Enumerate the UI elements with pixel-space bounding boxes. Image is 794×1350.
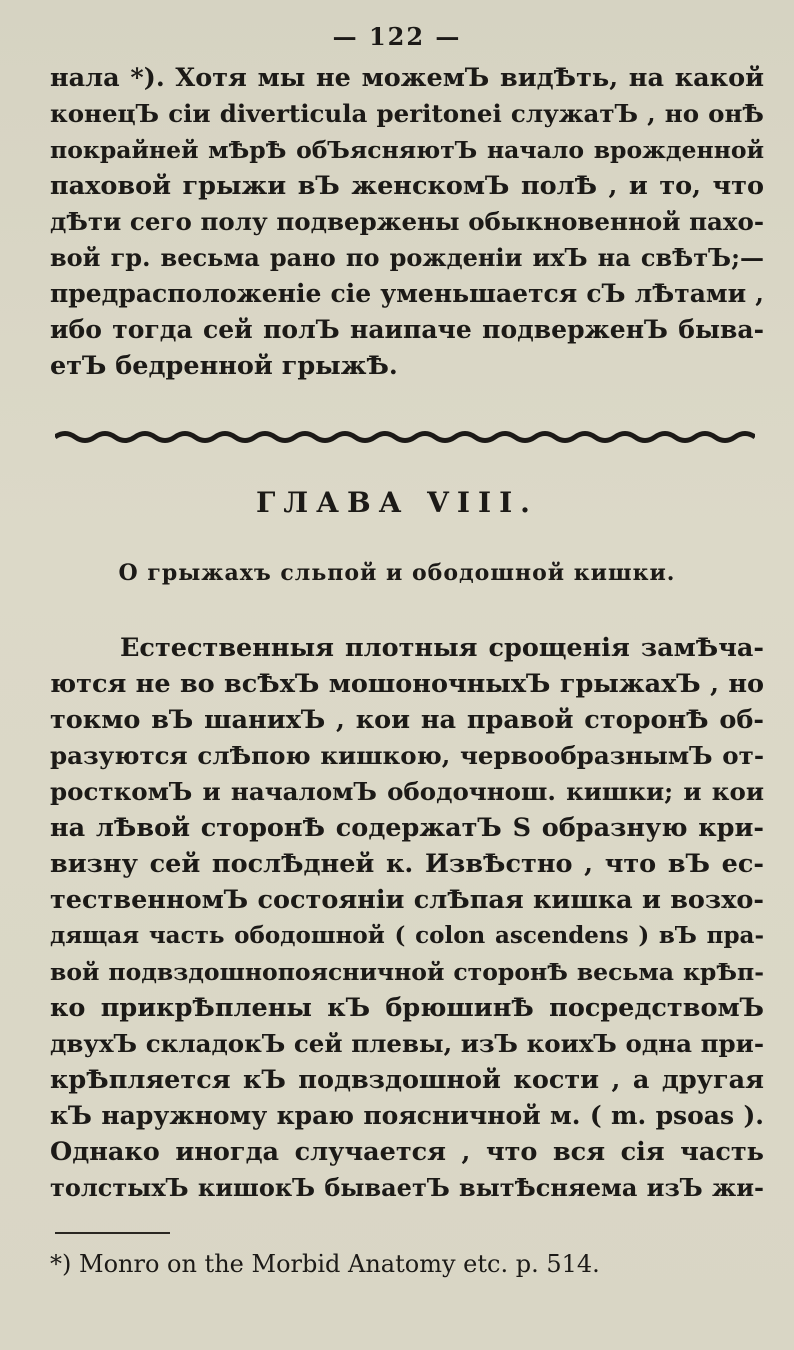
footnote: *) Monro on the Morbid Anatomy etc. p. 514. (50, 1250, 600, 1278)
text-line: дящая часть ободошной ( colon ascendens ) вЪ пра- (50, 922, 764, 949)
text-line: росткомЪ и началомЪ ободочнош. кишки; и кои (50, 777, 764, 806)
text-line: Однако иногда случается , что вся сія часть (50, 1137, 764, 1167)
text-line: дѢти сего полу подвержены обыкновенной пахо- (50, 207, 764, 236)
text-line: тественномЪ состояніи слѢпая кишка и возхо- (50, 885, 764, 915)
text-line: Естественныя плотныя срощенія замѢча- (120, 633, 764, 663)
text-line: разуются слѢпою кишкою, червообразнымЪ от- (50, 741, 764, 770)
text-line: вой подвздошнопоясничной сторонѢ весьма крѢп- (50, 958, 764, 986)
text-line: нала *). Хотя мы не можемЪ видѢть, на какой (50, 63, 764, 93)
text-line: конецЪ сіи diverticula peritonei служатЪ , но онѢ (50, 99, 764, 128)
text-line: ибо тогда сей полЪ наипаче подверженЪ быва- (50, 315, 764, 344)
footnote-rule (55, 1232, 170, 1234)
chapter-subtitle: О грыжахъ сльпой и ободошной кишки. (118, 560, 676, 586)
text-line: ко прикрѢплены кЪ брюшинѢ посредствомЪ (50, 993, 764, 1023)
text-line: двухЪ складокЪ сей плевы, изЪ коихЪ одна при- (50, 1029, 764, 1058)
page-number: — 122 — (332, 22, 462, 51)
text-line: кЪ наружному краю поясничной м. ( m. psoas ). (50, 1101, 764, 1130)
chapter-title: ГЛАВА VIII. (256, 486, 538, 519)
text-line: крѢпляется кЪ подвздошной кости , а другая (50, 1065, 764, 1095)
text-line: визну сей послѢдней к. ИзвѢстно , что вЪ ес- (50, 849, 764, 879)
text-line: паховой грыжи вЪ женскомЪ полѢ , и то, что (50, 171, 764, 201)
text-line: ются не во всѢхЪ мошоночныхЪ грыжахЪ , но (50, 669, 764, 699)
text-line: вой гр. весьма рано по рожденіи ихЪ на свѢтЪ;— (50, 243, 764, 272)
text-line: етЪ бедренной грыжѢ. (50, 351, 398, 381)
text-line: толстыхЪ кишокЪ бываетЪ вытѢсняема изЪ жи- (50, 1173, 764, 1202)
text-line: токмо вЪ шанихЪ , кои на правой сторонѢ об- (50, 705, 764, 735)
ornamental-rule (55, 428, 755, 446)
text-line: на лѢвой сторонѢ содержатЪ S образную кри- (50, 813, 764, 843)
text-line: предрасположеніе сіе уменьшается сЪ лѢтами , (50, 279, 764, 308)
text-line: покрайней мѢрѢ обЪясняютЪ начало врожденной (50, 136, 764, 164)
